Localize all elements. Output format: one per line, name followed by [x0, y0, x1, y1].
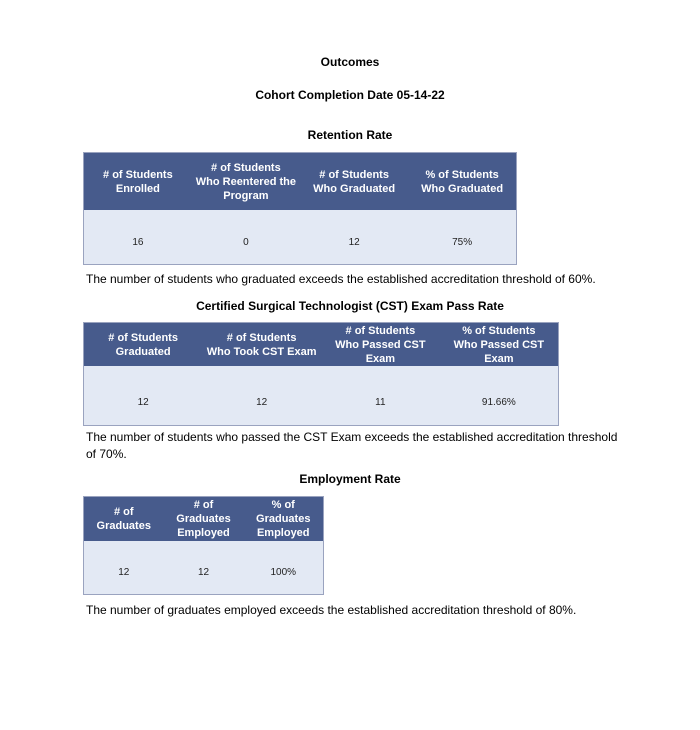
header-percent-graduated: % of Students Who Graduated: [408, 153, 516, 211]
table-row: [84, 366, 559, 426]
header-graduates: # of Graduates: [84, 497, 164, 542]
table-header-row: [84, 323, 559, 367]
header-students-graduated: # of Students Graduated: [84, 323, 203, 367]
table-header-row: [84, 153, 517, 211]
employment-rate-table: [83, 496, 324, 595]
header-percent-passed-exam: % of Students Who Passed CST Exam: [440, 323, 559, 367]
table-header-row: [84, 497, 324, 542]
header-students-took-exam: # of Students Who Took CST Exam: [202, 323, 321, 367]
header-students-enrolled: # of Students Enrolled: [84, 153, 192, 211]
cell-graduates: 12: [84, 541, 164, 595]
cst-pass-rate-heading: Certified Surgical Technologist (CST) Exam Pass Rate: [196, 299, 504, 313]
header-percent-graduates-employed: % of Graduates Employed: [244, 497, 324, 542]
table-row: [84, 210, 517, 265]
cell-students-graduated: 12: [300, 210, 408, 265]
retention-note: The number of students who graduated exceeds the established accreditation threshold of 60%.: [86, 272, 596, 286]
cell-percent-graduated: 75%: [408, 210, 516, 265]
employment-rate-heading: Employment Rate: [299, 472, 401, 486]
header-students-graduated: # of Students Who Graduated: [300, 153, 408, 211]
cst-pass-rate-table: [83, 322, 559, 426]
cell-students-enrolled: 16: [84, 210, 192, 265]
cell-percent-graduates-employed: 100%: [244, 541, 324, 595]
cell-graduates-employed: 12: [164, 541, 244, 595]
header-students-passed-exam: # of Students Who Passed CST Exam: [321, 323, 440, 367]
retention-rate-table: [83, 152, 517, 265]
cell-students-took-exam: 12: [202, 366, 321, 426]
header-students-reentered: # of Students Who Reentered the Program: [192, 153, 300, 211]
retention-rate-heading: Retention Rate: [307, 128, 393, 142]
cell-students-reentered: 0: [192, 210, 300, 265]
cohort-completion-date: Cohort Completion Date 05-14-22: [255, 88, 445, 102]
cell-students-graduated: 12: [84, 366, 203, 426]
header-graduates-employed: # of Graduates Employed: [164, 497, 244, 542]
cell-students-passed-exam: 11: [321, 366, 440, 426]
page-title: Outcomes: [320, 55, 380, 69]
table-row: [84, 541, 324, 595]
cell-percent-passed-exam: 91.66%: [440, 366, 559, 426]
employment-note: The number of graduates employed exceeds the established accreditation threshold of 80%.: [86, 603, 577, 617]
cst-note: The number of students who passed the CST Exam exceeds the established accreditation threshold of 70%.: [86, 430, 618, 461]
